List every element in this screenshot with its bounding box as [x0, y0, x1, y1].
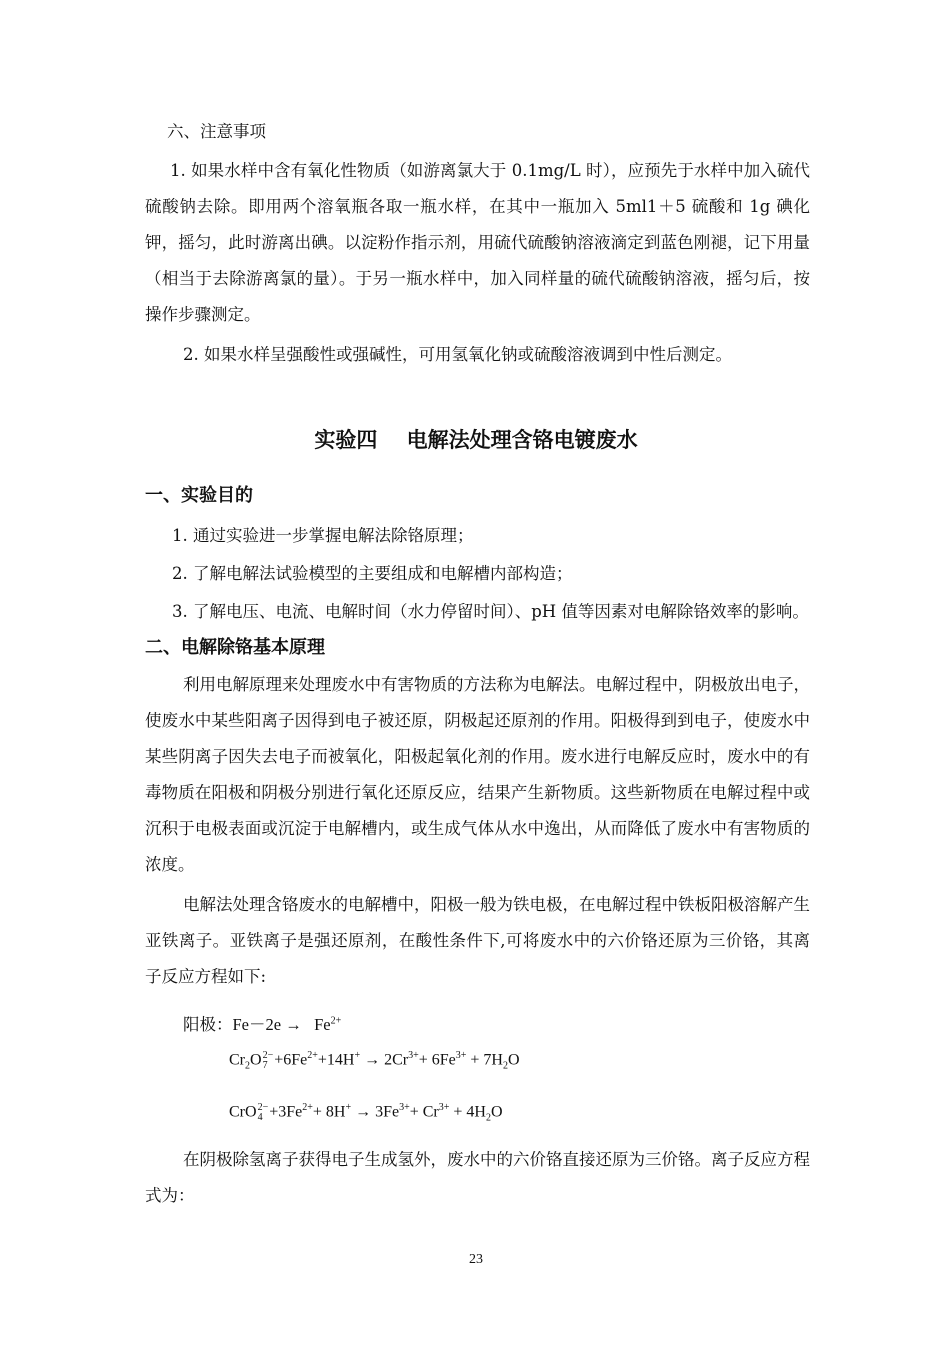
experiment-title: 实验四 电解法处理含铬电镀废水: [314, 427, 638, 452]
page-number: 23: [469, 1252, 483, 1267]
anode-label: 阳极：: [183, 1015, 233, 1034]
section1-heading: 一、实验目的: [145, 485, 253, 506]
principle-paragraph-3: 在阴极除氢离子获得电子生成氢外，废水中的六价铬直接还原为三价铬。离子反应方程式为：: [145, 1150, 810, 1205]
objective-item: 3. 了解电压、电流、电解时间（水力停留时间）、pH 值等因素对电解除铬效率的影响。: [172, 602, 809, 621]
principle-paragraph-2: 电解法处理含铬废水的电解槽中，阳极一般为铁电极，在电解过程中铁板阳极溶解产生亚铁离子。亚铁离子是强还原剂，在酸性条件下,可将废水中的六价铬还原为三价铬，其离子反应方程如下:: [145, 895, 810, 986]
principle-paragraph-1: 利用电解原理来处理废水中有害物质的方法称为电解法。电解过程中，阴极放出电子，使废水中某些阳离子因得到电子被还原，阴极起还原剂的作用。阳极得到到电子，使废水中某些阴离子因失去电子而被氧化，阳极起氧化剂的作用。废水进行电解反应时，废水中的有毒物质在阳极和阴极分别进行氧化还原反应，结果产生新物质。这些新物质在电解过程中或沉积于电极表面或沉淀于电解槽内，或生成气体从水中逸出，从而降低了废水中有害物质的浓度。: [145, 675, 810, 874]
note-item-2: 2. 如果水样呈强酸性或强碱性，可用氢氧化钠或硫酸溶液调到中性后测定。: [183, 345, 732, 364]
chromate-equation: CrO2− $4 +3Fe^{2+}+ 8H^+ \to 3Fe^{3+}+ Cr^{3+} + 4H_2O$: [229, 1101, 503, 1124]
anode-equation: 阳极：$Fe-2e \to Fe^{2+}$: [183, 1015, 342, 1034]
notes-heading: 六、注意事项: [167, 122, 266, 141]
cathode-body: [145, 1142, 810, 1214]
objective-item: 1. 通过实验进一步掌握电解法除铬原理；: [172, 526, 474, 545]
note-item-1: 1. 如果水样中含有氧化性物质（如游离氯大于 0.1mg/L 时），应预先于水样中加入硫代硫酸钠去除。即用两个溶氧瓶各取一瓶水样，在其中一瓶加入 5ml1＋5 硫酸和 1g 碘化钾，摇匀，此时游离出碘。以淀粉作指示剂，用硫代硫酸钠溶液滴定到蓝色刚褪，记下用量（相当于去除游离氯的量）。于另一瓶水样中，加入同样量的硫代硫酸钠溶液，摇匀后，按操作步骤测定。: [145, 161, 810, 324]
dichromate-equation: $Cr_2O2-$ $7 +6Fe^{2+}+14H^+ \to 2Cr^{3+}+ 6Fe^{3+} + 7H_2O$: [229, 1049, 520, 1072]
objective-item: 2. 了解电解法试验模型的主要组成和电解槽内部构造；: [172, 564, 573, 583]
principle-body: [145, 667, 810, 995]
section2-heading: 二、电解除铬基本原理: [145, 637, 325, 658]
notes-body: [145, 153, 810, 373]
